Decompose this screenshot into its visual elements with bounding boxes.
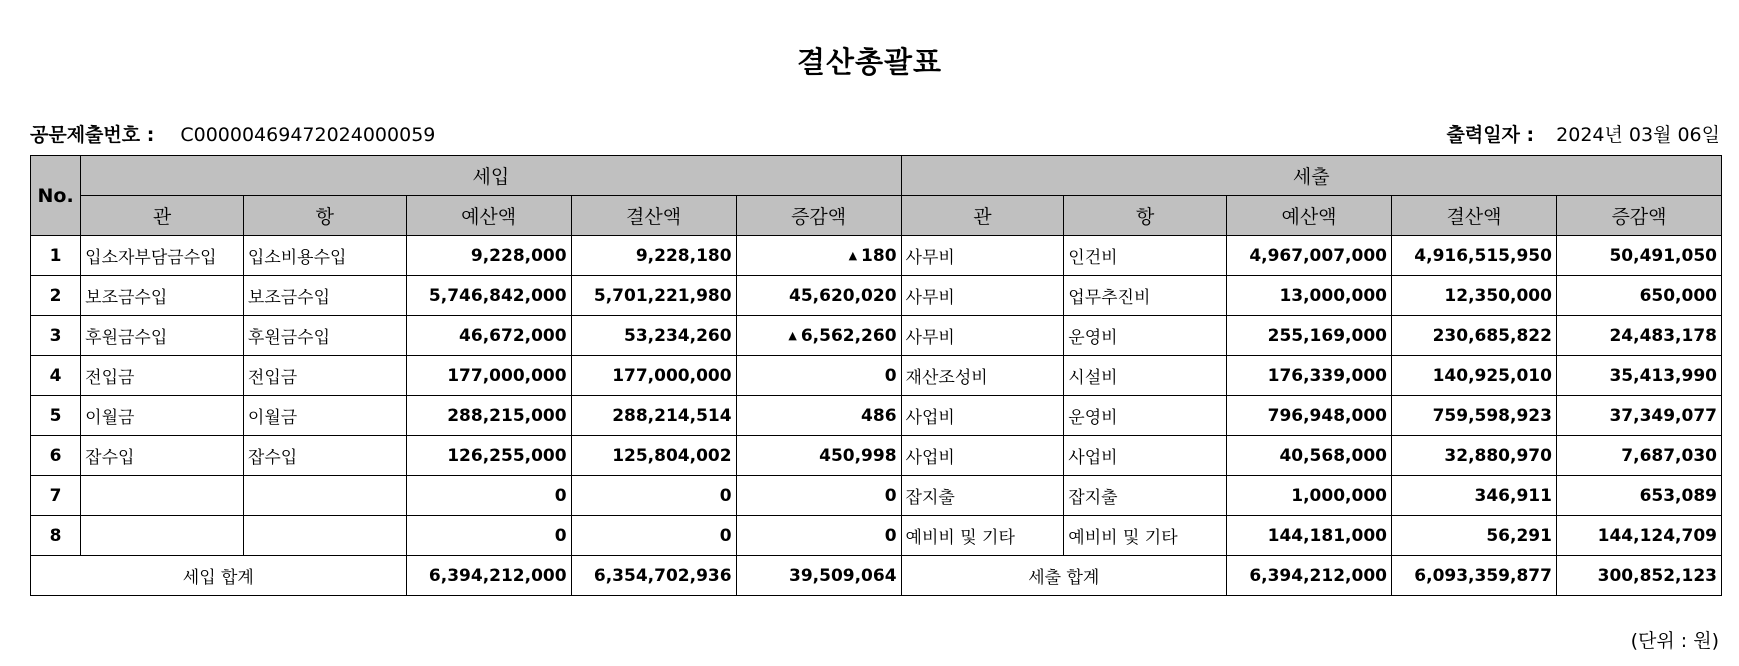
expense-gwan: 사무비 [901,236,1064,276]
income-diff-value: 0 [884,485,897,506]
print-date-group [1447,120,1721,147]
expense-hang: 운영비 [1064,396,1227,436]
income-hang [243,516,406,556]
expense-total-budget: 6,394,212,000 [1227,556,1392,596]
expense-settled: 346,911 [1391,476,1556,516]
income-budget: 126,255,000 [406,436,571,476]
expense-diff: 653,089 [1556,476,1721,516]
row-no: 5 [31,396,81,436]
expense-diff: 144,124,709 [1556,516,1721,556]
header-expense-budget: 예산액 [1227,196,1392,236]
income-diff-value: 6,562,260 [800,325,897,346]
income-budget: 9,228,000 [406,236,571,276]
expense-gwan: 사업비 [901,396,1064,436]
header-income-settled: 결산액 [571,196,736,236]
income-diff-value: 0 [884,365,897,386]
income-total-diff: 39,509,064 [736,556,901,596]
settlement-summary-table [30,155,1722,596]
expense-settled: 759,598,923 [1391,396,1556,436]
expense-settled: 12,350,000 [1391,276,1556,316]
header-row-columns [31,196,1722,236]
expense-settled: 32,880,970 [1391,436,1556,476]
income-settled: 288,214,514 [571,396,736,436]
expense-gwan: 사무비 [901,316,1064,356]
income-diff-value: 486 [861,405,897,426]
expense-total-label: 세출 합계 [901,556,1226,596]
table-row [31,516,1722,556]
income-diff [736,396,901,436]
header-expense-hang: 항 [1064,196,1227,236]
row-no: 8 [31,516,81,556]
doc-number-value: C00000469472024000059 [180,124,436,146]
table-row [31,436,1722,476]
print-date-label: 출력일자 : [1446,124,1535,146]
expense-gwan: 사업비 [901,436,1064,476]
print-date-value: 2024년 03월 06일 [1556,124,1720,146]
income-hang: 이월금 [243,396,406,436]
income-settled: 9,228,180 [571,236,736,276]
expense-hang: 인건비 [1064,236,1227,276]
income-diff [736,436,901,476]
expense-total-diff: 300,852,123 [1556,556,1721,596]
document-meta [30,118,1720,148]
income-settled: 177,000,000 [571,356,736,396]
expense-settled: 4,916,515,950 [1391,236,1556,276]
income-gwan [81,516,244,556]
header-income-hang: 항 [243,196,406,236]
unit-note: (단위 : 원) [1630,630,1719,652]
income-diff [736,476,901,516]
income-budget: 177,000,000 [406,356,571,396]
header-income-diff: 증감액 [736,196,901,236]
income-hang: 보조금수입 [243,276,406,316]
expense-budget: 4,967,007,000 [1227,236,1392,276]
totals-row [31,556,1722,596]
income-gwan: 후원금수입 [81,316,244,356]
expense-diff: 50,491,050 [1556,236,1721,276]
income-total-settled: 6,354,702,936 [571,556,736,596]
expense-diff: 24,483,178 [1556,316,1721,356]
income-diff [736,316,901,356]
table-row [31,356,1722,396]
table-row [31,236,1722,276]
income-settled: 0 [571,516,736,556]
expense-gwan: 재산조성비 [901,356,1064,396]
income-hang [243,476,406,516]
expense-gwan: 잡지출 [901,476,1064,516]
expense-diff: 37,349,077 [1556,396,1721,436]
income-diff-value: 180 [861,245,897,266]
income-gwan: 잡수입 [81,436,244,476]
income-hang: 후원금수입 [243,316,406,356]
expense-budget: 40,568,000 [1227,436,1392,476]
income-diff [736,516,901,556]
income-diff-value: 45,620,020 [789,285,897,306]
income-diff-value: 0 [884,525,897,546]
expense-gwan: 예비비 및 기타 [901,516,1064,556]
row-no: 6 [31,436,81,476]
expense-settled: 230,685,822 [1391,316,1556,356]
table-row [31,476,1722,516]
increase-triangle-icon: ▲ [848,248,858,262]
header-expense-diff: 증감액 [1556,196,1721,236]
increase-triangle-icon: ▲ [788,328,797,342]
income-hang: 전입금 [243,356,406,396]
expense-gwan: 사무비 [901,276,1064,316]
expense-diff: 35,413,990 [1556,356,1721,396]
header-income: 세입 [81,156,901,196]
expense-hang: 시설비 [1064,356,1227,396]
expense-hang: 운영비 [1064,316,1227,356]
expense-budget: 796,948,000 [1227,396,1392,436]
header-expense-gwan: 관 [901,196,1064,236]
expense-diff: 650,000 [1556,276,1721,316]
expense-budget: 1,000,000 [1227,476,1392,516]
expense-hang: 예비비 및 기타 [1064,516,1227,556]
income-settled: 53,234,260 [571,316,736,356]
income-hang: 잡수입 [243,436,406,476]
income-gwan: 전입금 [81,356,244,396]
expense-hang: 잡지출 [1064,476,1227,516]
income-gwan: 이월금 [81,396,244,436]
income-hang: 입소비용수입 [243,236,406,276]
expense-settled: 56,291 [1391,516,1556,556]
expense-hang: 업무추진비 [1064,276,1227,316]
expense-budget: 13,000,000 [1227,276,1392,316]
expense-settled: 140,925,010 [1391,356,1556,396]
income-budget: 5,746,842,000 [406,276,571,316]
table-row [31,276,1722,316]
income-diff [736,236,901,276]
header-income-budget: 예산액 [406,196,571,236]
income-gwan: 보조금수입 [81,276,244,316]
row-no: 2 [31,276,81,316]
expense-budget: 176,339,000 [1227,356,1392,396]
income-gwan: 입소자부담금수입 [81,236,244,276]
income-budget: 0 [406,516,571,556]
expense-budget: 144,181,000 [1227,516,1392,556]
doc-number-label: 공문제출번호 : [30,124,155,146]
expense-diff: 7,687,030 [1556,436,1721,476]
header-income-gwan: 관 [81,196,244,236]
income-diff-value: 450,998 [819,445,897,466]
income-diff [736,276,901,316]
expense-hang: 사업비 [1064,436,1227,476]
expense-budget: 255,169,000 [1227,316,1392,356]
income-settled: 125,804,002 [571,436,736,476]
income-total-label: 세입 합계 [31,556,407,596]
income-settled: 0 [571,476,736,516]
table-row [31,316,1722,356]
income-budget: 0 [406,476,571,516]
row-no: 7 [31,476,81,516]
header-expense-settled: 결산액 [1391,196,1556,236]
income-budget: 46,672,000 [406,316,571,356]
header-expense: 세출 [901,156,1721,196]
income-gwan [81,476,244,516]
header-no: No. [31,156,81,236]
row-no: 3 [31,316,81,356]
row-no: 4 [31,356,81,396]
header-row-groups [31,156,1722,196]
income-total-budget: 6,394,212,000 [406,556,571,596]
row-no: 1 [31,236,81,276]
expense-total-settled: 6,093,359,877 [1391,556,1556,596]
income-settled: 5,701,221,980 [571,276,736,316]
income-budget: 288,215,000 [406,396,571,436]
page-title: 결산총괄표 [796,45,943,79]
table-row [31,396,1722,436]
income-diff [736,356,901,396]
doc-number-group [30,120,435,147]
